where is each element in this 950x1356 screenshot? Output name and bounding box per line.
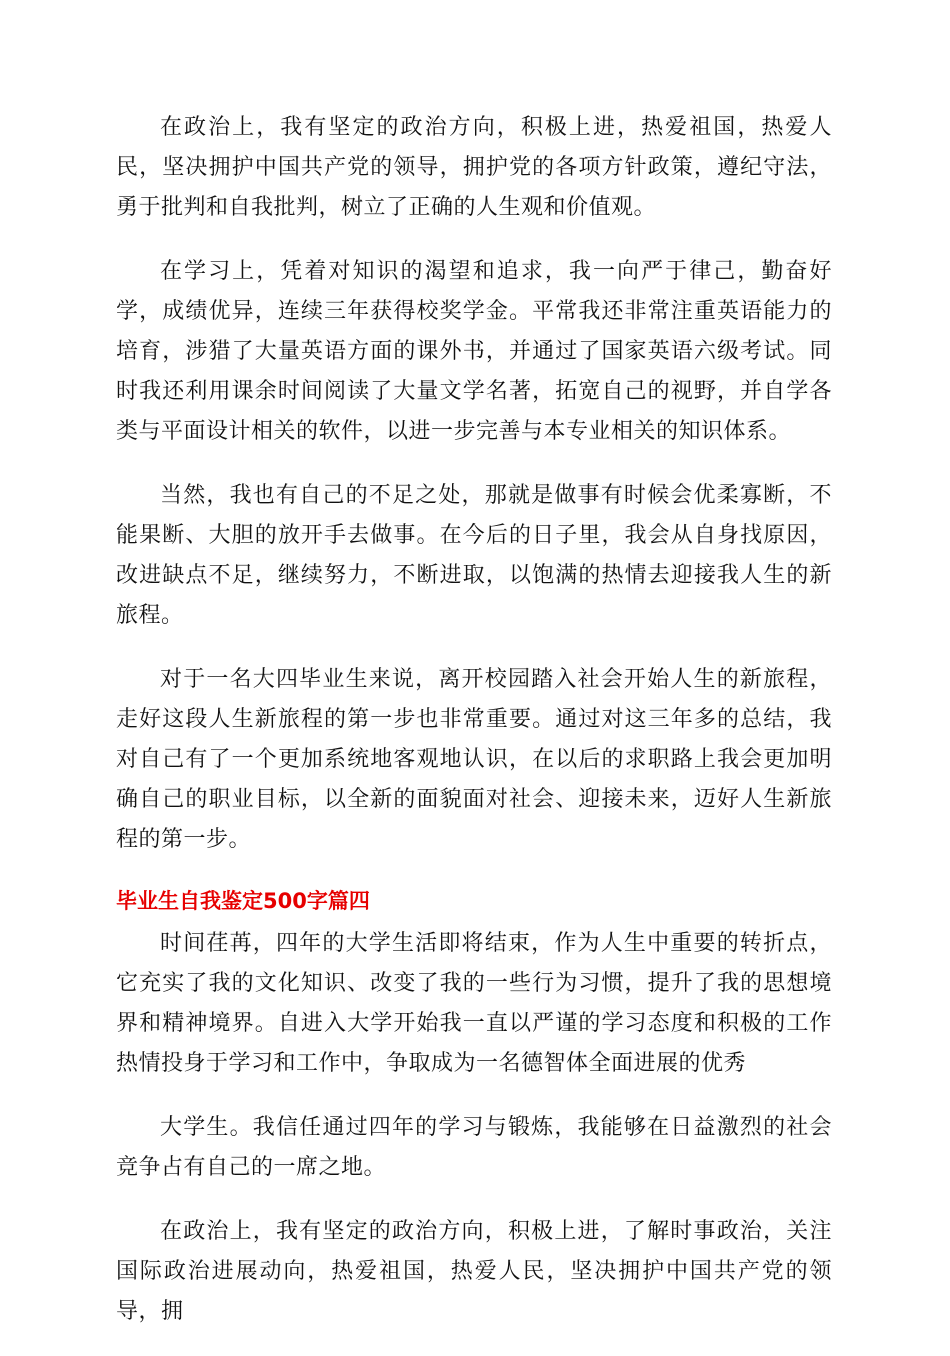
- paragraph-university-student: 大学生。我信任通过四年的学习与锻炼，我能够在日益激烈的社会竞争占有自己的一席之地。: [116, 1115, 832, 1180]
- paragraph-graduate: 对于一名大四毕业生来说，离开校园踏入社会开始人生的新旅程，走好这段人生新旅程的第一步也非常重要。通过对这三年多的总结，我对自己有了一个更加系统地客观地认识，在以后的求职路上我会更加明确自己的职业目标，以全新的面貌面对社会、迎接未来，迈好人生新旅程的第一步。: [116, 667, 832, 852]
- paragraph-study: 在学习上，凭着对知识的渴望和追求，我一向严于律己，勤奋好学，成绩优异，连续三年获得校奖学金。平常我还非常注重英语能力的培育，涉猎了大量英语方面的课外书，并通过了国家英语六级考试。同时我还利用课余时间阅读了大量文学名著，拓宽自己的视野，并自学各类与平面设计相关的软件，以进一步完善与本专业相关的知识体系。: [116, 259, 832, 444]
- paragraph-shortcomings: 当然，我也有自己的不足之处，那就是做事有时候会优柔寡断，不能果断、大胆的放开手去做事。在今后的日子里，我会从自身找原因，改进缺点不足，继续努力，不断进取，以饱满的热情去迎接我人生的新旅程。: [116, 483, 832, 628]
- section-heading: 毕业生自我鉴定500字篇四: [116, 889, 370, 913]
- document-page: [116, 108, 832, 1356]
- paragraph-time-passes: 时间荏苒，四年的大学生活即将结束，作为人生中重要的转折点，它充实了我的文化知识、改变了我的一些行为习惯，提升了我的思想境界和精神境界。自进入大学开始我一直以严谨的学习态度和积极的工作热情投身于学习和工作中，争取成为一名德智体全面进展的优秀: [116, 931, 832, 1076]
- paragraph-politics: 在政治上，我有坚定的政治方向，积极上进，热爱祖国，热爱人民，坚决拥护中国共产党的领导，拥护党的各项方针政策，遵纪守法，勇于批判和自我批判，树立了正确的人生观和价值观。: [116, 115, 832, 220]
- paragraph-politics-2: 在政治上，我有坚定的政治方向，积极上进，了解时事政治，关注国际政治进展动向，热爱祖国，热爱人民，坚决拥护中国共产党的领导，拥: [116, 1219, 832, 1324]
